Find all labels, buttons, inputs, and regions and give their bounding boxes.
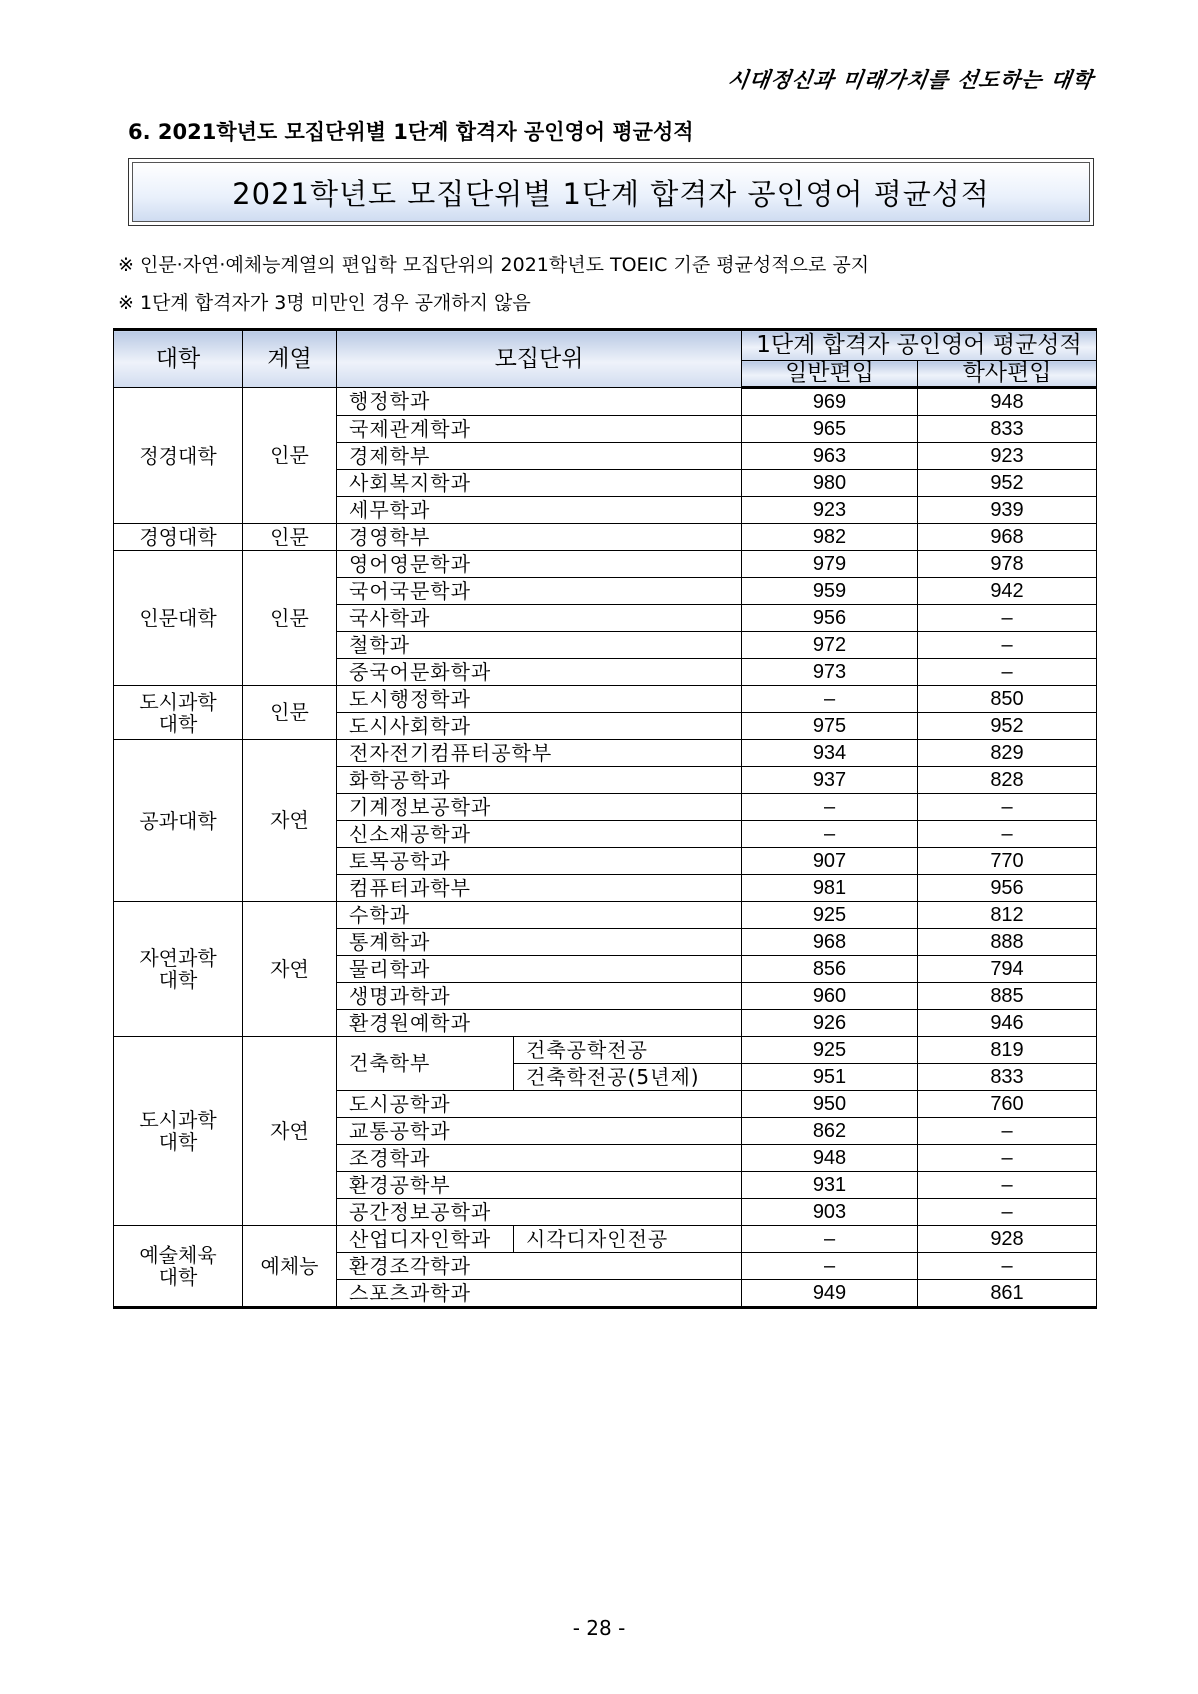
unit-cell: 조경학과 — [337, 1145, 742, 1172]
unit-cell: 국어국문학과 — [337, 578, 742, 605]
bachelor-score-cell: – — [918, 1253, 1097, 1280]
track-cell: 자연 — [243, 740, 337, 902]
college-cell: 공과대학 — [114, 740, 243, 902]
unit-cell: 철학과 — [337, 632, 742, 659]
bachelor-score-cell: 794 — [918, 956, 1097, 983]
bachelor-score-cell: 819 — [918, 1037, 1097, 1064]
header-track: 계열 — [243, 330, 337, 388]
bachelor-score-cell: 828 — [918, 767, 1097, 794]
college-cell: 도시과학 대학 — [114, 686, 243, 740]
bachelor-score-cell: 850 — [918, 686, 1097, 713]
general-score-cell: 969 — [742, 388, 918, 416]
unit-cell: 수학과 — [337, 902, 742, 929]
unit-cell: 세무학과 — [337, 497, 742, 524]
header-unit: 모집단위 — [337, 330, 742, 388]
bachelor-score-cell: – — [918, 605, 1097, 632]
general-score-cell: 982 — [742, 524, 918, 551]
table-row — [114, 388, 1097, 416]
bachelor-score-cell: 946 — [918, 1010, 1097, 1037]
bachelor-score-cell: 939 — [918, 497, 1097, 524]
unit-cell: 경제학부 — [337, 443, 742, 470]
header-bachelor: 학사편입 — [918, 361, 1097, 388]
table-row — [114, 1037, 1097, 1064]
unit-cell: 국제관계학과 — [337, 416, 742, 443]
bachelor-score-cell: – — [918, 794, 1097, 821]
unit-cell: 신소재공학과 — [337, 821, 742, 848]
bachelor-score-cell: 829 — [918, 740, 1097, 767]
general-score-cell: 979 — [742, 551, 918, 578]
general-score-cell: 963 — [742, 443, 918, 470]
track-cell: 인문 — [243, 388, 337, 524]
bachelor-score-cell: 948 — [918, 388, 1097, 416]
unit-cell: 환경조각학과 — [337, 1253, 742, 1280]
track-cell: 인문 — [243, 686, 337, 740]
general-score-cell: – — [742, 794, 918, 821]
page-number: - 28 - — [572, 1616, 626, 1640]
unit-cell: 영어영문학과 — [337, 551, 742, 578]
unit-cell: 공간정보공학과 — [337, 1199, 742, 1226]
bachelor-score-cell: 978 — [918, 551, 1097, 578]
bachelor-score-cell: 952 — [918, 713, 1097, 740]
general-score-cell: 973 — [742, 659, 918, 686]
general-score-cell: 856 — [742, 956, 918, 983]
unit-cell: 화학공학과 — [337, 767, 742, 794]
bachelor-score-cell: 888 — [918, 929, 1097, 956]
bachelor-score-cell: – — [918, 821, 1097, 848]
general-score-cell: – — [742, 1226, 918, 1253]
sub-unit-cell: 시각디자인전공 — [514, 1226, 742, 1253]
general-score-cell: – — [742, 821, 918, 848]
general-score-cell: 950 — [742, 1091, 918, 1118]
unit-cell: 중국어문화학과 — [337, 659, 742, 686]
general-score-cell: 931 — [742, 1172, 918, 1199]
general-score-cell: 960 — [742, 983, 918, 1010]
unit-cell: 기계정보공학과 — [337, 794, 742, 821]
bachelor-score-cell: 968 — [918, 524, 1097, 551]
track-cell: 예체능 — [243, 1226, 337, 1308]
note-toeic-basis: ※ 인문·자연·예체능계열의 편입학 모집단위의 2021학년도 TOEIC 기준 평균성적으로 공지 — [118, 254, 870, 276]
unit-cell: 건축학부 — [337, 1037, 514, 1091]
unit-cell: 통계학과 — [337, 929, 742, 956]
general-score-cell: – — [742, 686, 918, 713]
score-table — [113, 328, 1097, 1309]
general-score-cell: 926 — [742, 1010, 918, 1037]
college-cell: 경영대학 — [114, 524, 243, 551]
general-score-cell: 934 — [742, 740, 918, 767]
table-row — [114, 902, 1097, 929]
unit-cell: 컴퓨터과학부 — [337, 875, 742, 902]
track-cell: 인문 — [243, 524, 337, 551]
unit-cell: 전자전기컴퓨터공학부 — [337, 740, 742, 767]
bachelor-score-cell: – — [918, 1145, 1097, 1172]
header-general: 일반편입 — [742, 361, 918, 388]
general-score-cell: – — [742, 1253, 918, 1280]
table-row — [114, 686, 1097, 713]
bachelor-score-cell: 942 — [918, 578, 1097, 605]
general-score-cell: 923 — [742, 497, 918, 524]
general-score-cell: 975 — [742, 713, 918, 740]
unit-cell: 스포츠과학과 — [337, 1280, 742, 1308]
unit-cell: 국사학과 — [337, 605, 742, 632]
bachelor-score-cell: – — [918, 1199, 1097, 1226]
general-score-cell: 965 — [742, 416, 918, 443]
general-score-cell: 956 — [742, 605, 918, 632]
track-cell: 자연 — [243, 1037, 337, 1226]
college-cell: 예술체육 대학 — [114, 1226, 243, 1308]
table-row — [114, 524, 1097, 551]
header-slogan: 시대정신과 미래가치를 선도하는 대학 — [726, 67, 1096, 92]
bachelor-score-cell: – — [918, 632, 1097, 659]
unit-cell: 교통공학과 — [337, 1118, 742, 1145]
bachelor-score-cell: 952 — [918, 470, 1097, 497]
header-score-group: 1단계 합격자 공인영어 평균성적 — [742, 330, 1097, 361]
unit-cell: 토목공학과 — [337, 848, 742, 875]
bachelor-score-cell: 760 — [918, 1091, 1097, 1118]
bachelor-score-cell: 923 — [918, 443, 1097, 470]
general-score-cell: 948 — [742, 1145, 918, 1172]
college-cell: 자연과학 대학 — [114, 902, 243, 1037]
general-score-cell: 980 — [742, 470, 918, 497]
bachelor-score-cell: 861 — [918, 1280, 1097, 1308]
box-title: 2021학년도 모집단위별 1단계 합격자 공인영어 평균성적 — [132, 162, 1090, 222]
general-score-cell: 925 — [742, 902, 918, 929]
general-score-cell: 951 — [742, 1064, 918, 1091]
general-score-cell: 862 — [742, 1118, 918, 1145]
general-score-cell: 937 — [742, 767, 918, 794]
section-title: 6. 2021학년도 모집단위별 1단계 합격자 공인영어 평균성적 — [128, 120, 694, 144]
unit-cell: 환경공학부 — [337, 1172, 742, 1199]
bachelor-score-cell: 812 — [918, 902, 1097, 929]
score-table-body — [114, 388, 1097, 1308]
track-cell: 자연 — [243, 902, 337, 1037]
title-box — [128, 158, 1094, 226]
table-row — [114, 551, 1097, 578]
college-cell: 도시과학 대학 — [114, 1037, 243, 1226]
unit-cell: 물리학과 — [337, 956, 742, 983]
unit-cell: 환경원예학과 — [337, 1010, 742, 1037]
general-score-cell: 972 — [742, 632, 918, 659]
college-cell: 정경대학 — [114, 388, 243, 524]
bachelor-score-cell: – — [918, 1172, 1097, 1199]
header-college: 대학 — [114, 330, 243, 388]
bachelor-score-cell: – — [918, 659, 1097, 686]
general-score-cell: 925 — [742, 1037, 918, 1064]
bachelor-score-cell: 770 — [918, 848, 1097, 875]
general-score-cell: 903 — [742, 1199, 918, 1226]
sub-unit-cell: 건축학전공(5년제) — [514, 1064, 742, 1091]
unit-cell: 도시공학과 — [337, 1091, 742, 1118]
track-cell: 인문 — [243, 551, 337, 686]
bachelor-score-cell: – — [918, 1118, 1097, 1145]
general-score-cell: 949 — [742, 1280, 918, 1308]
unit-cell: 사회복지학과 — [337, 470, 742, 497]
table-row — [114, 740, 1097, 767]
bachelor-score-cell: 956 — [918, 875, 1097, 902]
general-score-cell: 981 — [742, 875, 918, 902]
unit-cell: 산업디자인학과 — [337, 1226, 514, 1253]
sub-unit-cell: 건축공학전공 — [514, 1037, 742, 1064]
bachelor-score-cell: 833 — [918, 416, 1097, 443]
general-score-cell: 907 — [742, 848, 918, 875]
unit-cell: 경영학부 — [337, 524, 742, 551]
unit-cell: 생명과학과 — [337, 983, 742, 1010]
bachelor-score-cell: 885 — [918, 983, 1097, 1010]
bachelor-score-cell: 928 — [918, 1226, 1097, 1253]
bachelor-score-cell: 833 — [918, 1064, 1097, 1091]
unit-cell: 도시행정학과 — [337, 686, 742, 713]
note-nondisclosure: ※ 1단계 합격자가 3명 미만인 경우 공개하지 않음 — [118, 292, 531, 314]
unit-cell: 행정학과 — [337, 388, 742, 416]
general-score-cell: 959 — [742, 578, 918, 605]
table-row — [114, 1226, 1097, 1253]
unit-cell: 도시사회학과 — [337, 713, 742, 740]
college-cell: 인문대학 — [114, 551, 243, 686]
general-score-cell: 968 — [742, 929, 918, 956]
